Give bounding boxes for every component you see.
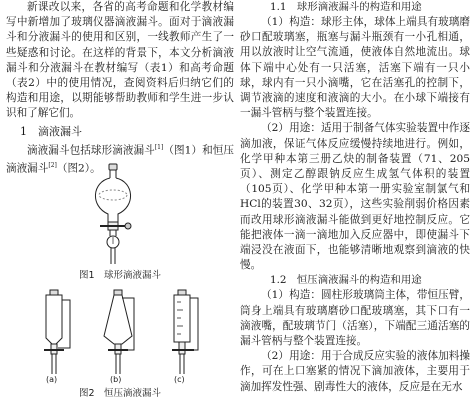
section-1-2-use: （2）用途：用于合成反应实验的液体加料操作，可在上口塞紧的情况下滴加液体，主要用于滴加挥发性强、剧毒性大的液体，反应是在无水 (240, 350, 470, 393)
section-1-1-structure: （1）构造：球形主体，球体上端具有玻璃磨砂口配玻璃塞，瓶塞与漏斗瓶颈有一小孔相通，用以放液时让空气流通，使液体自然地流出。球体下端中心处有一只活塞，活塞下端有一只小球，球内有一只小滴嘴，它在活塞孔的控制下，调节液滴的速度和液滴的大小。在小球下端接有一漏斗管柄与整个装置连接。 (240, 16, 470, 120)
section1-text-b: （图1）和恒压滴液漏斗 (6, 144, 234, 175)
section1-title: 1 滴液漏斗 (20, 124, 82, 138)
intro-paragraph: 新课改以来，各省的高考命题和化学教材编写中新增加了玻璃仪器滴液漏斗。面对于滴液漏斗和分液漏斗的使用和区别，一线教师产生了一些疑惑和讨论。在这样的背景下，本文分析滴液漏斗和分液漏斗在教材编写（表1）和高考命题（表2）中的使用情况，查阅资料后归纳它们的构造和用途，以期能够帮助教师和学生进一步认识和了解它们。 (6, 1, 234, 120)
figure-2-label-c: (c) (174, 375, 185, 384)
figure-2-label-b: (b) (110, 375, 122, 384)
figure-2-pressure-funnels (28, 288, 218, 378)
figure-1-caption: 图1 球形滴液漏斗 (78, 270, 162, 281)
left-column (6, 0, 234, 399)
figure-1-spherical-funnel (78, 162, 148, 266)
ref-1: [1] (154, 143, 164, 151)
section-1-1-use: （2）用途：适用于制备气体实验装置中作逐滴加液，保证气体反应缓慢持续地进行。例如，化学甲种本第三册乙炔的制备装置（71、205页）、测定乙醇跟钠反应生成氢气体积的装置（105页）、化学甲种本第一册实验室制氯气和HCl的装置30、32页），这些实验削弱价格因素而改用球形滴液漏斗能做到更好地控制反应。它能把液体一滴一滴地加入反应器中，即使漏斗下端浸没在液面下，也能够清晰地观察到滴液的快慢。 (240, 122, 470, 272)
section-1-2-structure: （1）构造：圆柱形玻璃筒主体，带恒压臂，筒身上端具有玻璃磨砂口配玻璃塞，其下口有一滴液嘴，配玻璃节门（活塞），下端配三通活塞的漏斗管柄与整个装置连接。 (240, 289, 470, 348)
right-column (240, 0, 470, 395)
figure-2-label-a: (a) (46, 375, 58, 384)
figure-2-caption: 图2 恒压滴液漏斗 (78, 388, 162, 399)
section-1-2-title: 1.2 恒压滴液漏斗的构造和用途 (270, 274, 422, 287)
ref-2: [2] (48, 162, 57, 170)
section1-text-c: （图2）。 (56, 162, 101, 175)
section1-text-a: 滴液漏斗包括球形滴液漏斗 (27, 144, 155, 157)
section-1-1-title: 1.1 球形滴液漏斗的构造和用途 (270, 1, 422, 13)
